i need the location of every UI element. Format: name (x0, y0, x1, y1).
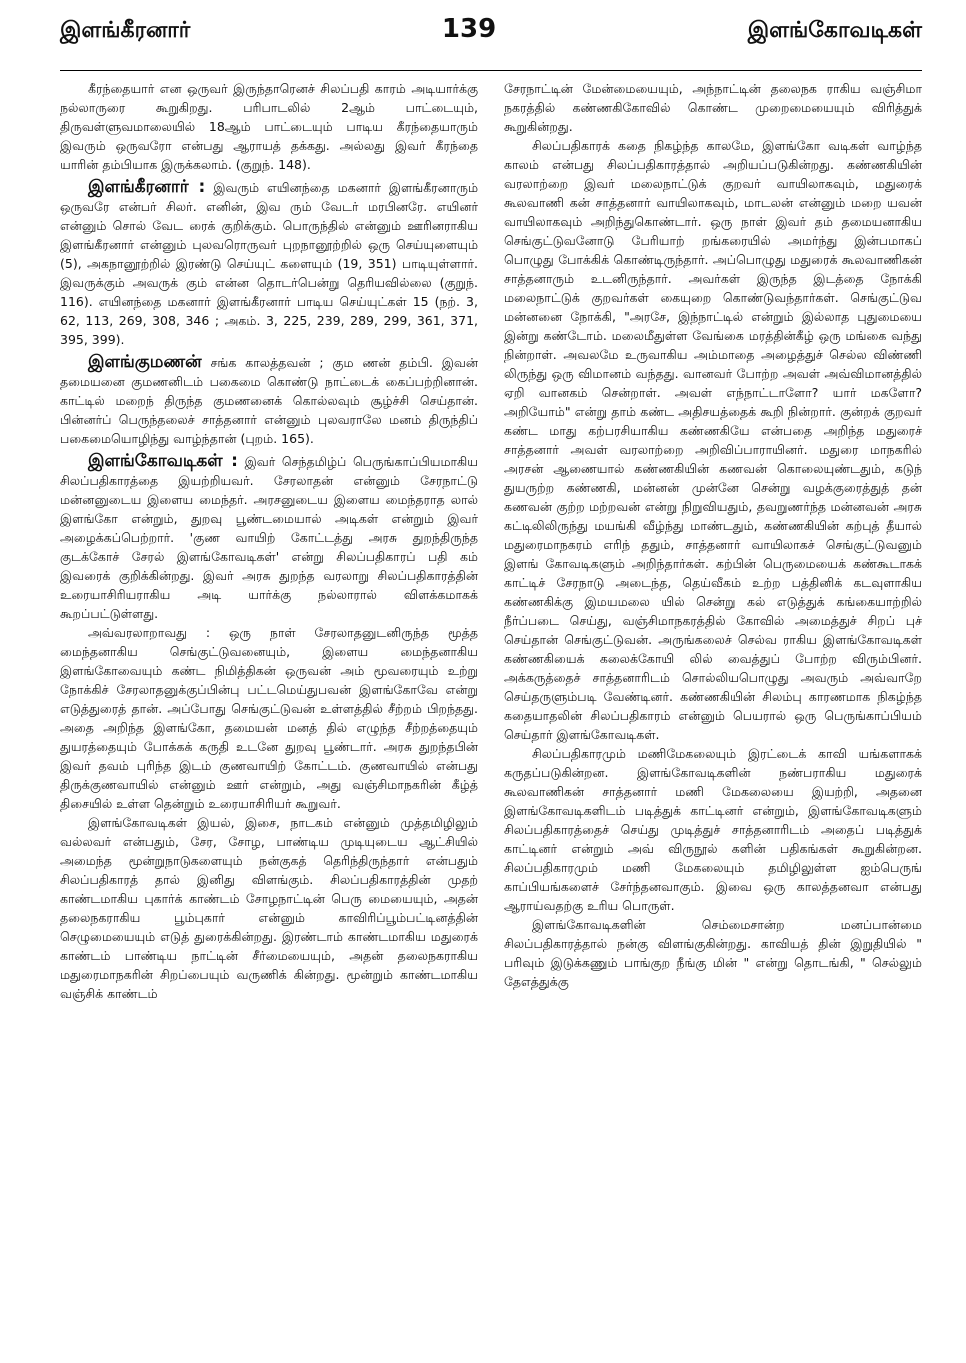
entry-headword: இளங்கோவடிகள் : (88, 451, 238, 471)
entry-ilangkumanan (60, 353, 478, 448)
entry-text: இவரும் எயினந்தை மகனார் இளங்கீரனாரும் ஒருவரே என்பர் சிலர். எனின், இவ ரும் வேடர் மரபினரே. எயினர் என்னும் சொல் வேட ரைக் குறிக்கும். பொருந்தில் என்னும் ஊரினராகிய இளங்கீரனார் என்னும் புலவரொருவர் புறநானூற்றில் ஒரு செய்யுளையும் (5), அகநானூற்றில் இரண்டு செய்யுட் களையும் (19, 351) பாடியுள்ளார். இவருக்கும் அவருக் கும் என்ன தொடர்பென்று தெரியவில்லை (குறுந். 116). எயினந்தை மகனார் இளங்கீரனார் பாடிய செய்யுட்கள் 15 (நற். 3, 62, 113, 269, 308, 346 ; அகம். 3, 225, 239, 289, 299, 361, 371, 395, 399). (60, 180, 478, 347)
header-right-guideword: இளங்கோவடிகள் (747, 18, 922, 43)
header-left-guideword: இளங்கீரனார் (60, 18, 191, 43)
left-column (60, 79, 478, 1349)
entry-text: இவர் செந்தமிழ்ப் பெருங்காப்பியமாகிய சிலப்பதிகாரத்தை இயற்றியவர். சேரலாதன் என்னும் சேரநாட்டு மன்னனுடைய இளைய மைந்தர். அரசனுடைய இளைய மைந்தராத லால் இளங்கோ என்றும், துறவு பூண்டமையால் அடிகள் என்றும் இவர் அழைக்கப்பெற்றார். 'குண வாயிற் கோட்டத்து அரசு துறந்திருந்த குடக்கோச் சேரல் இளங்கோவடிகள்' என்று சிலப்பதிகாரப் பதி கம் இவரைக் குறிக்கின்றது. இவர் அரசு துறந்த வரலாறு சிலப்பதிகாரத்தின் உரையாசிரியராகிய அடி யார்க்கு நல்லாரால் விளக்கமாகக் கூறப்பட்டுள்ளது. (60, 454, 478, 621)
paragraph: சிலப்பதிகாரக் கதை நிகழ்ந்த காலமே, இளங்கோ வடிகள் வாழ்ந்த காலம் என்பது சிலப்பதிகாரத்தால் அறியப்படுகின்றது. கண்ணகியின் வரலாற்றை இவர் மலைநாட்டுக் குறவர் வாயிலாகவும், மதுரைக் கூலவாணி கன் சாத்தனார் வாயிலாகவும், மாடலன் என்னும் மறை யவன் வாயிலாகவும் அறிந்துகொண்டார். ஒரு நாள் இவர் தம் தமையனாகிய செங்குட்டுவனோடு பேரியாற் றங்கரையில் அமர்ந்து இன்பமாகப் பொழுது போக்கிக் கொண்டிருந்தார். அப்பொழுது மதுரைக் கூலவாணிகன் சாத்தனாரும் உடனிருந்தார். அவர்கள் இருந்த இடத்தை நோக்கி மலைநாட்டுக் குறவர்கள் கையுறை கொண்டுவந்தார்கள். செங்குட்டுவ மன்னனை நோக்கி, "அரசே, இந்நாட்டில் என்றும் இல்லாத புதுமையை இன்று கண்டோம். மலைமீதுள்ள வேங்கை மரத்தின்கீழ் ஒரு மங்கை வந்து நின்றாள். அவலமே உருவாகிய அம்மாதை அழைத்துச் செல்ல விண்ணி லிருந்து ஒரு விமானம் வந்தது. வானவர் போற்ற அவள் அவ்விமானத்தில் ஏறி வானகம் சென்றாள். அவள் எந்நாட்டாளோ? யார் மகளோ? அறியோம்" என்று தாம் கண்ட அதிசயத்தைக் கூறி நின்றார். குன்றக் குறவர் கண்ட மாது கற்பரசியாகிய கண்ணகியே என்பதை அறிந்த மதுரைச் சாத்தனார் அவள் வரலாற்றை அறிவிப்பாராயினர். மதுரை மாநகரில் அரசன் ஆணையால் கண்ணகியின் கணவன் கொலையுண்டதும், கடுந் துயருற்ற கண்ணகி, மன்னன் முன்னே சென்று வழக்குரைத்துத் தன் கணவன் குற்ற மற்றவன் என்று நிறுவியதும், தவறுணர்ந்த மன்னவன் அரசு கட்டிலிலிருந்து மயங்கி வீழ்ந்து மாண்டதும், கண்ணகியின் கற்புத் தீயால் மதுரைமாநகரம் எரிந் ததும், சாத்தனார் வாயிலாகச் செங்குட்டுவனும் இளங் கோவடிகளும் அறிந்தார்கள். கற்பின் பெருமையைக் கண்கூடாகக் காட்டிச் சேரநாடு அடைந்த, தெய்வீகம் உற்ற பத்தினிக் கடவுளாகிய கண்ணகிக்கு இமயமலை யில் சென்று கல் எடுத்துக் கங்கையாற்றில் நீர்ப்படை செய்து, வஞ்சிமாநகரத்தில் கோவில் அமைத்துச் சிறப் புச் செய்தான் செங்குட்டுவன். அருங்கலைச் செல்வ ராகிய இளங்கோவடிகள் கண்ணகியைக் கலைக்கோயி லில் வைத்துப் போற்ற விரும்பினர். அக்கருத்தைச் சாத்தனாரிடம் சொல்லியபொழுது அவரும் அவ்வாறே செய்தருளும்படி வேண்டினர். கண்ணகியின் சிலம்பு காரணமாக நிகழ்ந்த கதையாதலின் சிலப்பதிகாரம் என்னும் பெயரால் ஒரு பெருங்காப்பியம் செய்தார் இளங்கோவடிகள். (504, 138, 922, 742)
paragraph: இளங்கோவடிகளின் செம்மைசான்ற மனப்பான்மை சிலப்பதிகாரத்தால் நன்கு விளங்குகின்றது. காவியத் தின் இறுதியில் " பரிவும் இடுக்கணும் பாங்குற நீங்கு மின் " என்று தொடங்கி, " செல்லும் தேஎத்துக்கு (504, 917, 922, 989)
paragraph: சிலப்பதிகாரமும் மணிமேகலையும் இரட்டைக் காவி யங்களாகக் கருதப்படுகின்றன. இளங்கோவடிகளின் நண்பராகிய மதுரைக் கூலவாணிகன் சாத்தனார் மணி மேகலையை இயற்றி, அதனை இளங்கோவடிகளிடம் படித்துக் காட்டினர் என்றும், இளங்கோவடிகளும் சிலப்பதிகாரத்தைச் செய்து முடித்துச் சாத்தனாரிடம் அதைப் படித்துக் காட்டினர் என்றும் அவ் விருநூல் களின் பதிகங்கள் கூறுகின்றன. சிலப்பதிகாரமும் மணி மேகலையும் தமிழிலுள்ள ஐம்பெருங் காப்பியங்களைச் சேர்ந்தனவாகும். இவை ஒரு காலத்தனவா என்பது ஆராய்வதற்கு உரிய பொருள். (504, 746, 922, 913)
paragraph: அவ்வரலாறாவது : ஒரு நாள் சேரலாதனுடனிருந்த மூத்த மைந்தனாகிய செங்குட்டுவனையும், இளைய மைந்தனாகிய இளங்கோவையும் கண்ட நிமித்திகன் ஒருவன் அம் மூவரையும் உற்று நோக்கிச் சேரலாதனுக்குப்பின்பு பட்டமெய்துபவன் இளங்கோவே என்று எடுத்துரைத் தான். அப்போது செங்குட்டுவன் உள்ளத்தில் சீற்றம் பிறந்தது. அதை அறிந்த இளங்கோ, தமையன் மனத் தில் எழுந்த சீற்றத்தையும் துயரத்தையும் போக்கக் கருதி உடனே துறவு பூண்டார். அரசு துறந்தபின் இவர் தவம் புரிந்த இடம் குணவாயிற் கோட்டம். குணவாயில் என்பது திருக்குணவாயில் என்னும் ஊர் என்றும், அது வஞ்சிமாநகரின் கீழ்த் திசையில் உள்ள தென்றும் உரையாசிரியர் கூறுவர். (60, 625, 478, 811)
paragraph: கீரந்தையார் என ஒருவர் இருந்தாரெனச் சிலப்பதி காரம் அடியார்க்கு நல்லாருரை கூறுகிறது. பரிபாடலில் 2ஆம் பாட்டையும், திருவள்ளுவமாலையில் 18ஆம் பாட்டையும் பாடிய கீரந்தையாரும் இவரும் ஒருவரோ என்பது ஆராயத் தக்கது. அல்லது இவர் கீரந்தை யாரின் தம்பியாக இருக்கலாம். (குறுந். 148). (60, 81, 478, 172)
page-number: 139 (441, 14, 497, 44)
paragraph: இளங்கோவடிகள் இயல், இசை, நாடகம் என்னும் முத்தமிழிலும் வல்லவர் என்பதும், சேர, சோழ, பாண்டிய முடியுடைய ஆட்சியில் அமைந்த மூன்றுநாடுகளையும் நன்குகத் தெரிந்திருந்தார் என்பதும் சிலப்பதிகாரத் தால் இனிது விளங்கும். சிலப்பதிகாரத்தின் முதற் காண்டமாகிய புகார்க் காண்டம் சோழநாட்டின் பெரு மையையும், அதன் தலைநகராகிய பூம்புகார் என்னும் காவிரிப்பூம்பட்டினத்தின் செழுமையையும் எடுத் துரைக்கின்றது. இரண்டாம் காண்டமாகிய மதுரைக் காண்டம் பாண்டிய நாட்டின் சீர்மையையும், அதன் தலைநகராகிய மதுரைமாநகரின் சிறப்பையும் வருணிக் கின்றது. மூன்றும் காண்டமாகிய வஞ்சிக் காண்டம் (60, 815, 478, 1001)
right-column (504, 79, 922, 1349)
entry-text: சங்க காலத்தவன் ; கும ணன் தம்பி. இவன் தமையனை குமணனிடம் பகைமை கொண்டு நாட்டைக் கைப்பற்றினான். காட்டில் மறைந் திருந்த குமணனைக் கொல்லவும் சூழ்ச்சி செய்தான். பின்னர்ப் பெருந்தலைச் சாத்தனார் என்னும் புலவராலே மனம் திருந்திப் பகைமையொழிந்து வாழ்ந்தான் (புறம். 165). (60, 355, 478, 446)
entry-headword: இளங்குமணன் (88, 352, 202, 372)
entry-headword: இளங்கீரனார் : (88, 177, 206, 197)
page-header (60, 14, 922, 71)
text-columns (60, 79, 922, 1349)
paragraph: சேரநாட்டின் மேன்மையையும், அந்நாட்டின் தலைநக ராகிய வஞ்சிமா நகரத்தில் கண்ணகிகோவில் கொண்ட முறைமையையும் விரித்துக் கூறுகின்றது. (504, 81, 922, 134)
entry-ilangovadigal (60, 452, 478, 623)
entry-ilangkeeranar (60, 178, 478, 349)
